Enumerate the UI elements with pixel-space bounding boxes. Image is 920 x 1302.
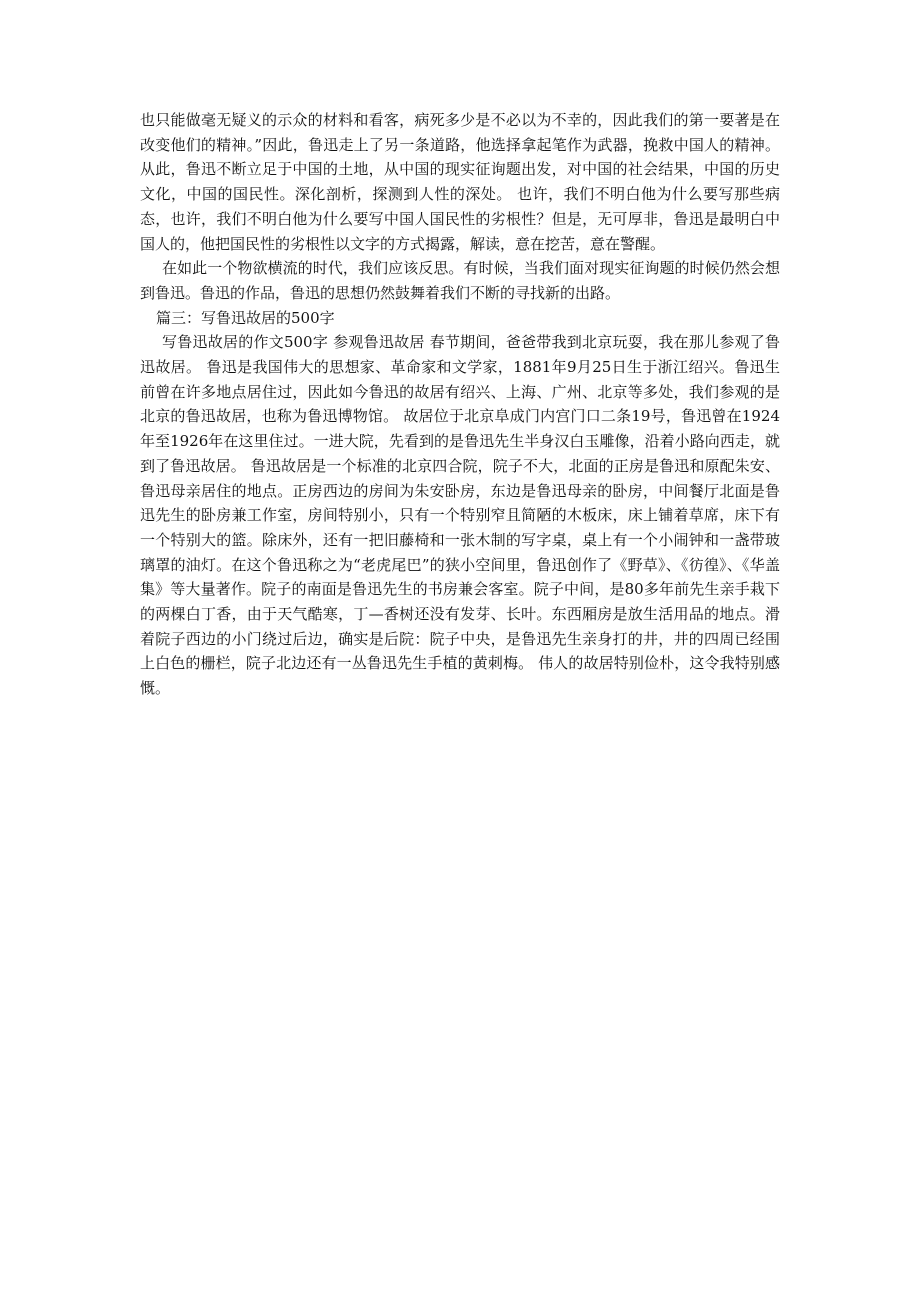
paragraph-former-residence: 写鲁迅故居的作文500字 参观鲁迅故居 春节期间，爸爸带我到北京玩耍，我在那儿参观了鲁迅故居。 鲁迅是我国伟大的思想家、革命家和文学家，1881年9月25日生于浙江绍兴。鲁迅生前曾在许多地点居住过，因此如今鲁迅的故居有绍兴、上海、广州、北京等多处，我们参观的是北京的鲁迅故居，也称为鲁迅博物馆。 故居位于北京阜成门内宫门口二条19号，鲁迅曾在1924年至1926年在这里住过。一进大院，先看到的是鲁迅先生半身汉白玉雕像，沿着小路向西走，就到了鲁迅故居。 鲁迅故居是一个标准的北京四合院，院子不大，北面的正房是鲁迅和原配朱安、鲁迅母亲居住的地点。正房西边的房间为朱安卧房，东边是鲁迅母亲的卧房，中间餐厅北面是鲁迅先生的卧房兼工作室，房间特别小，只有一个特别窄且简陋的木板床，床上铺着草席，床下有一个特别大的篮。除床外，还有一把旧藤椅和一张木制的写字桌，桌上有一个小闹钟和一盏带玻璃罩的油灯。在这个鲁迅称之为“老虎尾巴”的狭小空间里，鲁迅创作了《野草》、《彷徨》、《华盖集》等大量著作。院子的南面是鲁迅先生的书房兼会客室。院子中间，是80多年前先生亲手栽下的两棵白丁香，由于天气酷寒，丁—香树还没有发芽、长叶。东西厢房是放生活用品的地点。滑着院子西边的小门绕过后边，确实是后院：院子中央，是鲁迅先生亲身打的井，井的四周已经围上白色的栅栏，院子北边还有一丛鲁迅先生手植的黄刺梅。 伟人的故居特别俭朴，这令我特别感慨。 xyxy=(140,333,780,698)
document-body xyxy=(140,108,780,701)
paragraph-lu-xun-spirit: 也只能做毫无疑义的示众的材料和看客，病死多少是不必以为不幸的，因此我们的第一要著是在改变他们的精神。”因此，鲁迅走上了另一条道路，他选择拿起笔作为武器，挽救中国人的精神。从此，鲁迅不断立足于中国的土地，从中国的现实征询题出发，对中国的社会结果，中国的历史文化，中国的国民性。深化剖析，探测到人性的深处。 也许，我们不明白他为什么要写那些病态，也许，我们不明白他为什么要写中国人国民性的劣根性？但是，无可厚非，鲁迅是最明白中国人的，他把国民性的劣根性以文字的方式揭露，解读，意在挖苦，意在警醒。 xyxy=(140,111,780,253)
paragraph-reflection: 在如此一个物欲横流的时代，我们应该反思。有时候，当我们面对现实征询题的时候仍然会想到鲁迅。鲁迅的作品，鲁迅的思想仍然鼓舞着我们不断的寻找新的出路。 xyxy=(140,259,780,302)
section-heading: 篇三：写鲁迅故居的500字 xyxy=(156,308,335,327)
